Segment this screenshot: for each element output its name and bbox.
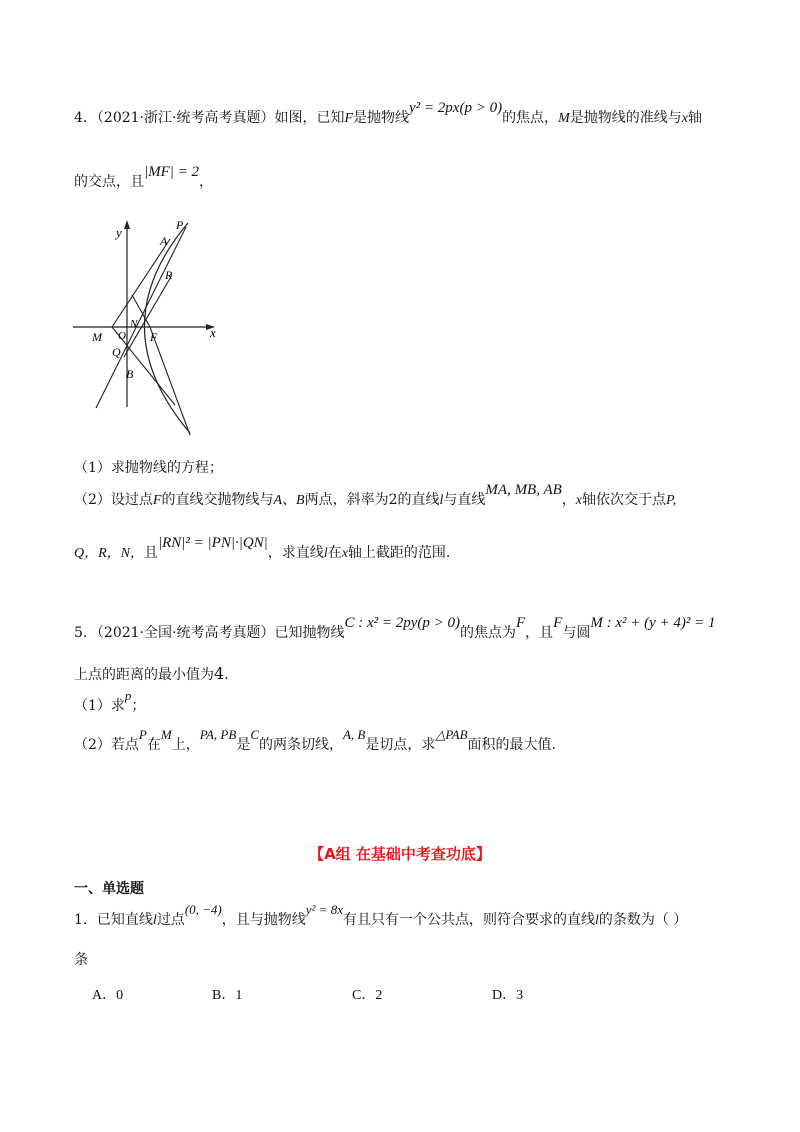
q4-text: 的焦点， xyxy=(502,110,559,126)
q5-text: . xyxy=(224,667,229,683)
q4-text: 轴依次交于点 xyxy=(582,492,666,508)
q5-text: （2）若点 xyxy=(74,737,139,753)
q5-line-2 xyxy=(74,664,229,685)
option-b[interactable]: B．1 xyxy=(212,988,243,1003)
q1-stem xyxy=(74,902,688,931)
var-lines: MA, MB, AB xyxy=(485,482,562,498)
var-triangle-PAB: △PAB xyxy=(435,727,468,742)
q5-source: （2021·全国·统考高考真题） xyxy=(96,625,275,641)
line-ma xyxy=(112,239,170,327)
q5-text: 是 xyxy=(236,737,251,753)
q5-text: 的两条切线， xyxy=(258,737,343,753)
label-y: y xyxy=(116,225,122,240)
var-PAPB: PA, PB xyxy=(199,727,237,742)
q4-text: ， xyxy=(561,492,576,508)
q5-text: 是切点，求 xyxy=(365,737,436,753)
var-l: l xyxy=(152,913,157,928)
q4-condition-equation: |RN|² = |PN|·|QN| xyxy=(158,535,268,551)
q4-text: 两点，斜率为2的直线 xyxy=(304,492,440,508)
q4-text: 且 xyxy=(144,545,158,561)
group-heading: 【A组 在基础中考查功底】 xyxy=(309,845,491,863)
q5-text: 在 xyxy=(146,737,161,753)
q4-text: 轴上截距的范围. xyxy=(347,545,451,561)
q1-text: 过点 xyxy=(156,912,185,928)
var-l: l xyxy=(439,493,444,508)
var-C: C xyxy=(250,727,259,742)
var-QRN: Q，R，N， xyxy=(74,546,144,561)
q4-source: （2021·浙江·统考高考真题） xyxy=(96,110,275,126)
label-R: R xyxy=(165,268,173,282)
q4-text: 的交点，且 xyxy=(74,174,144,190)
option-c[interactable]: C．2 xyxy=(352,988,383,1003)
parabola-curve xyxy=(144,223,190,433)
q4-number: 4． xyxy=(74,110,97,126)
q4-text: ， xyxy=(199,174,214,190)
q4-text: 如图，已知 xyxy=(274,110,345,126)
q4-text: 是抛物线 xyxy=(353,110,410,126)
q1-parabola-equation: y² = 8x xyxy=(305,902,343,917)
label-P: P xyxy=(176,218,184,232)
line-ab xyxy=(96,227,186,408)
q5-part-1 xyxy=(74,688,146,716)
option-a[interactable]: A．0 xyxy=(92,988,124,1003)
label-F: F xyxy=(150,330,158,344)
q5-text: 面积的最大值. xyxy=(467,737,556,753)
var-l: l xyxy=(594,913,599,928)
q5-part-2 xyxy=(74,727,556,755)
q5-text: （1）求 xyxy=(74,698,125,714)
var-AB: A、B xyxy=(273,493,305,508)
q4-line-1 xyxy=(74,100,702,129)
section-title: 一、单选题 xyxy=(74,881,144,897)
q4-part-2-cont xyxy=(74,535,451,564)
option-d[interactable]: D．3 xyxy=(492,988,524,1003)
q5-value: 4 xyxy=(214,664,225,683)
q4-text: 在 xyxy=(327,545,342,561)
q4-line-2 xyxy=(74,164,214,192)
label-A: A xyxy=(160,234,168,248)
q1-text: 有且只有一个公共点，则符合要求的直线 xyxy=(342,912,595,928)
label-N: N xyxy=(130,318,138,330)
line-l-upper xyxy=(124,275,172,357)
q4-part-1: （1）求抛物线的方程； xyxy=(74,460,223,476)
var-x: x xyxy=(575,493,582,508)
var-M: M xyxy=(160,727,172,742)
q5-text: 与圆 xyxy=(562,625,591,641)
var-x: x xyxy=(341,546,348,561)
var-M: M xyxy=(558,111,570,126)
q4-text: 的直线交抛物线与 xyxy=(161,492,274,508)
label-B: B xyxy=(126,367,134,381)
var-F: F xyxy=(152,493,162,508)
q1-text: 的条数为（ ） xyxy=(598,912,688,928)
q4-text: 与直线 xyxy=(443,492,486,508)
var-F: F xyxy=(516,615,526,631)
y-axis-arrow xyxy=(124,220,130,229)
var-P: P xyxy=(138,727,147,742)
var-x: x xyxy=(681,111,688,126)
q5-circle-equation: M : x² + (y + 4)² = 1 xyxy=(590,615,716,631)
label-M: M xyxy=(92,330,102,344)
var-p: p xyxy=(124,688,132,703)
var-l: l xyxy=(323,546,328,561)
q4-part-2 xyxy=(74,482,677,511)
q5-text: 的焦点为 xyxy=(460,625,516,641)
q5-text: 上， xyxy=(171,737,200,753)
parabola-figure xyxy=(70,215,230,440)
q5-line-1 xyxy=(74,615,716,643)
q4-text: ，求直线 xyxy=(267,545,324,561)
q4-text: 是抛物线的准线与 xyxy=(569,110,682,126)
q4-text: （2）设过点 xyxy=(74,492,153,508)
q1-point: (0, −4) xyxy=(184,902,222,917)
q5-text: ，且 xyxy=(525,625,554,641)
var-F: F xyxy=(553,615,563,631)
var-F: F xyxy=(344,111,354,126)
q1-text: 1．已知直线 xyxy=(74,912,153,928)
q4-text: 轴 xyxy=(687,110,702,126)
q1-text: ，且与抛物线 xyxy=(221,912,306,928)
q1-stem-cont: 条 xyxy=(74,952,88,968)
label-Q: Q xyxy=(112,345,121,359)
q5-text: 已知抛物线 xyxy=(274,625,345,641)
var-AB: A, B xyxy=(342,727,366,742)
var-P: P, xyxy=(666,493,677,508)
q4-mf-equation: |MF| = 2 xyxy=(144,164,200,180)
q4-parabola-equation: y² = 2px(p > 0) xyxy=(409,100,503,116)
q5-text: ； xyxy=(131,698,146,714)
label-O: O xyxy=(118,330,126,342)
q5-text: 上点的距离的最小值为 xyxy=(74,667,214,683)
q5-number: 5． xyxy=(74,625,97,641)
label-x: x xyxy=(210,325,216,340)
q5-parabola-equation: C : x² = 2py(p > 0) xyxy=(344,615,460,631)
